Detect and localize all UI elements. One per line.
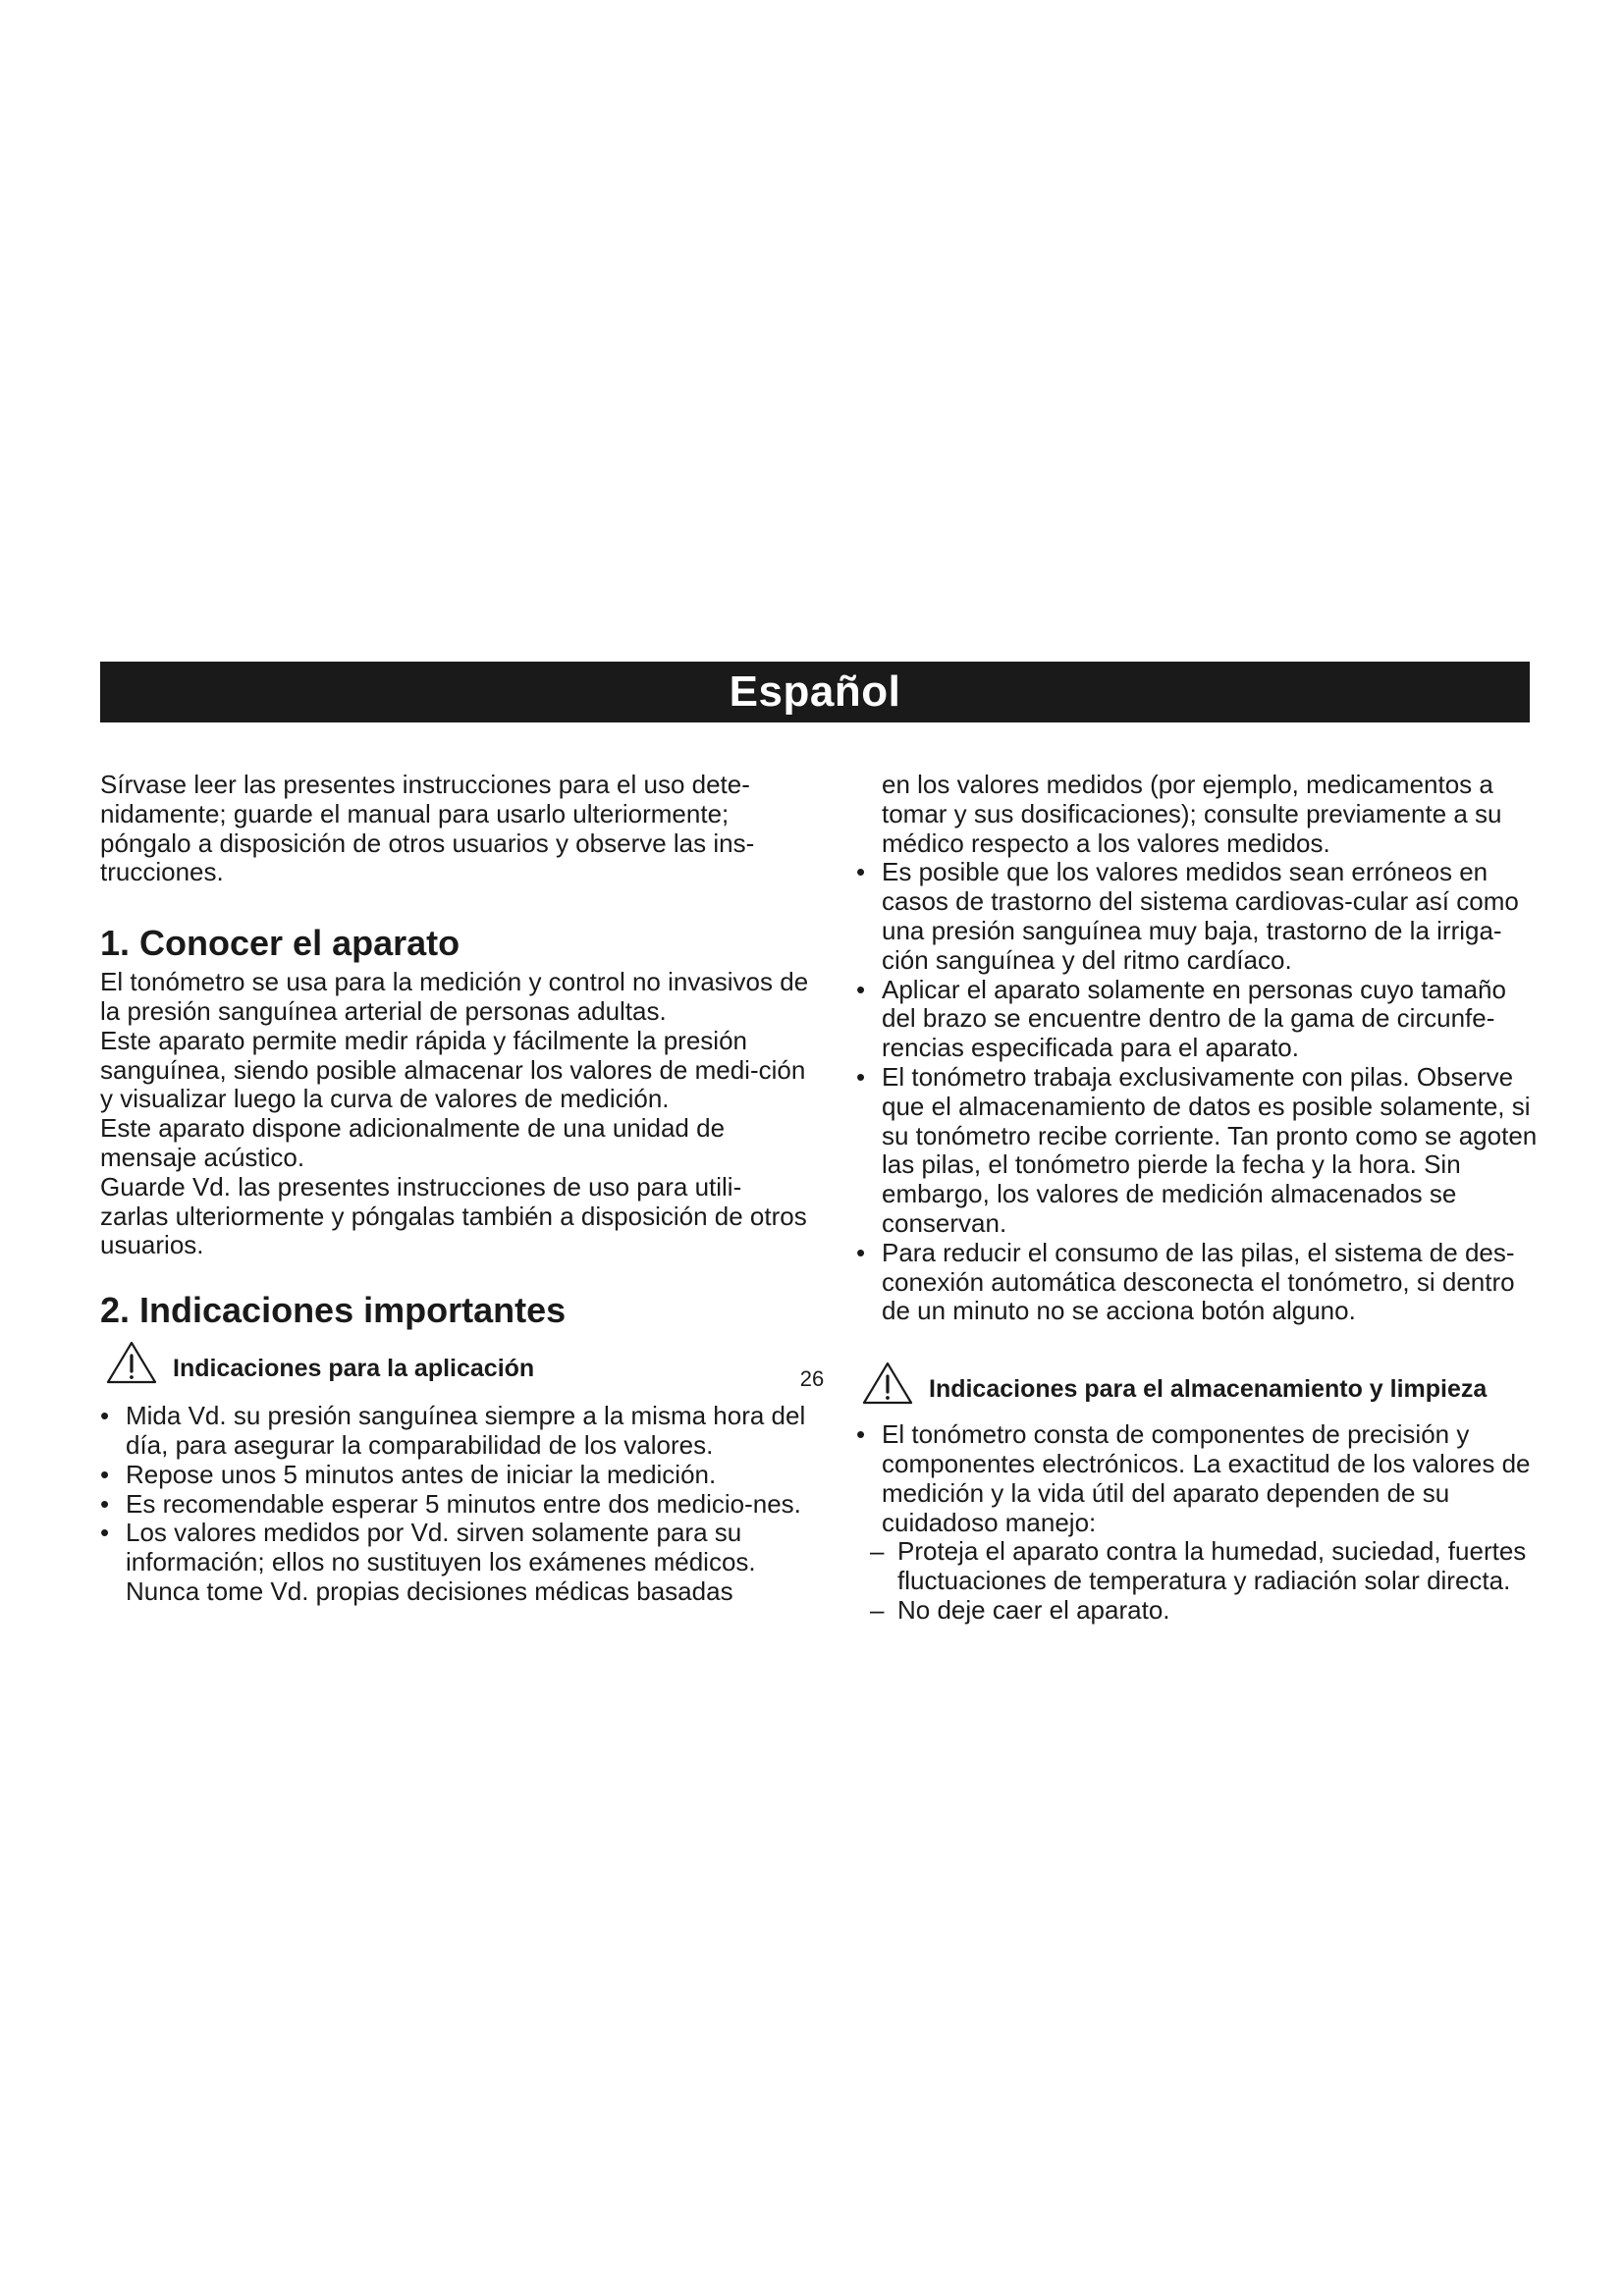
sub-list-item: – Proteja el aparato contra la humedad, suciedad, fuertes fluctuaciones de temperatura y radiación solar directa. <box>856 1537 1539 1596</box>
application-warning-label: Indicaciones para la aplicación <box>173 1355 535 1383</box>
list-item: • Mida Vd. su presión sanguínea siempre a la misma hora del día, para asegurar la comparabilidad de los valores. <box>100 1402 809 1461</box>
section-2-heading: 2. Indicaciones importantes <box>100 1290 567 1331</box>
list-item: • Para reducir el consumo de las pilas, el sistema de des-conexión automática desconecta el tonómetro, si dentro de un minuto no se acciona botón alguno. <box>856 1239 1539 1326</box>
list-item: • Es recomendable esperar 5 minutos entre dos medicio-nes. <box>100 1490 809 1520</box>
list-item: • El tonómetro trabaja exclusivamente con pilas. Observe que el almacenamiento de datos es posible solamente, si su tonómetro recibe corriente. Tan pronto como se agoten las pilas, el tonómetro pierde la fecha y la hora. Sin embargo, los valores de medición almacenados se conservan. <box>856 1063 1539 1239</box>
list-item: • Es posible que los valores medidos sean erróneos en casos de trastorno del sistema cardiovas-cular así como una presión sanguínea muy baja, trastorno de la irriga-ción sanguínea y del ritmo cardíaco. <box>856 858 1539 975</box>
page-number: 26 <box>799 1366 825 1391</box>
list-item: • Aplicar el aparato solamente en personas cuyo tamaño del brazo se encuentre dentro de la gama de circunfe-rencias especificada para el aparato. <box>856 976 1539 1063</box>
section-1-heading: 1. Conocer el aparato <box>100 923 460 964</box>
list-item: • Los valores medidos por Vd. sirven solamente para su información; ellos no sustituyen los exámenes médicos. Nunca tome Vd. propias decisiones médicas basadas <box>100 1519 809 1606</box>
application-list-continued <box>856 858 1539 1326</box>
section-1-paragraph: Este aparato permite medir rápida y fácilmente la presión sanguínea, siendo posible almacenar los valores de medi-ción y visualizar luego la curva de valores de medición. <box>100 1025 806 1114</box>
application-list <box>100 1402 809 1607</box>
list-item: • El tonómetro consta de componentes de precisión y componentes electrónicos. La exactitud de los valores de medición y la vida útil del aparato dependen de su cuidadoso manejo: <box>856 1420 1539 1537</box>
list-item-continuation: en los valores medidos (por ejemplo, medicamentos a tomar y sus dosificaciones); consulte previamente a su médico respecto a los valores medidos. <box>882 770 1502 858</box>
storage-warning-label: Indicaciones para el almacenamiento y limpieza <box>929 1375 1488 1404</box>
right-column <box>856 771 1539 1626</box>
left-column <box>100 771 809 1607</box>
intro-paragraph: Sírvase leer las presentes instrucciones para el uso dete-nidamente; guarde el manual para usarlo ulteriormente; póngalo a disposición de otros usuarios y observe las ins-trucciones. <box>100 770 755 887</box>
section-1-paragraph: Este aparato dispone adicionalmente de una unidad de mensaje acústico. <box>100 1113 726 1172</box>
list-item: • Repose unos 5 minutos antes de iniciar la medición. <box>100 1461 809 1490</box>
storage-sublist <box>856 1537 1539 1625</box>
storage-list <box>856 1420 1539 1537</box>
section-1-paragraph: El tonómetro se usa para la medición y control no invasivos de la presión sanguínea arterial de personas adultas. <box>100 967 809 1026</box>
section-1-paragraph: Guarde Vd. las presentes instrucciones de uso para utili-zarlas ulteriormente y póngalas también a disposición de otros usuarios. <box>100 1171 807 1260</box>
sub-list-item: – No deje caer el aparato. <box>856 1596 1539 1626</box>
language-banner: Español <box>100 662 1530 722</box>
